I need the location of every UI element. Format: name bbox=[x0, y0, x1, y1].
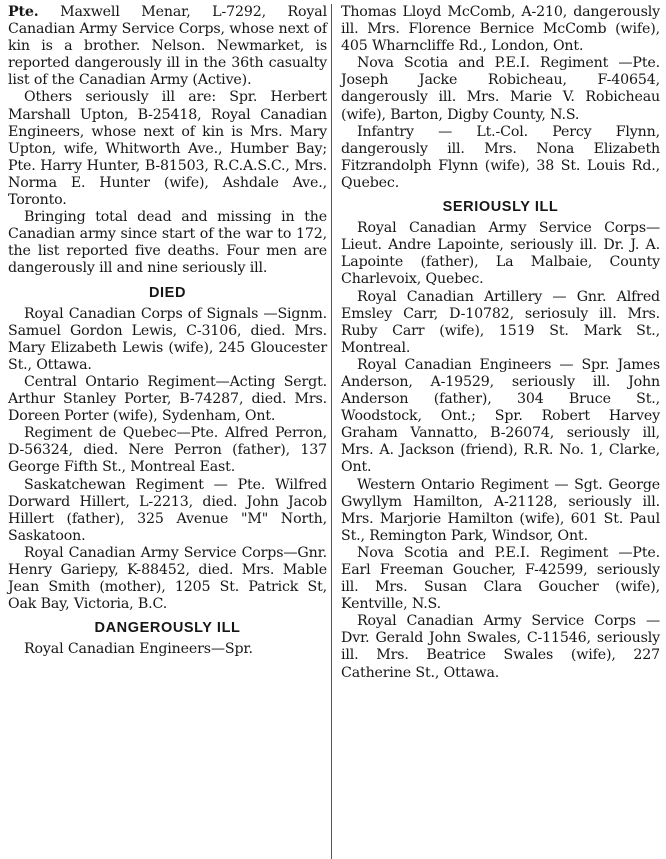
dangerously-ill-entry: Infantry — Lt.-Col. Percy Flynn, dangerously ill. Mrs. Nona Elizabeth Fitzrandolph Flynn (wife), 38 St. Louis Rd., Quebec. bbox=[341, 123, 660, 191]
seriously-ill-entry: Western Ontario Regiment — Sgt. George Gwyllym Hamilton, A-21128, seriously ill. Mrs. Marjorie Hamilton (wife), 601 St. Paul St., Remington Park, Windsor, Ont. bbox=[341, 476, 660, 544]
dangerously-ill-entry: Royal Canadian Engineers—Spr. bbox=[24, 641, 253, 658]
died-entry: Regiment de Quebec—Pte. Alfred Perron, D-56324, died. Nere Perron (father), 137 George Fifth St., Montreal East. bbox=[8, 425, 327, 476]
died-entry: Central Ontario Regiment—Acting Sergt. Arthur Stanley Porter, B-74287, died. Mrs. Doreen Porter (wife), Sydenham, Ont. bbox=[8, 373, 327, 425]
dangerously-ill-heading: DANGEROUSLY ILL bbox=[94, 620, 241, 637]
died-entry: Saskatchewan Regiment — Pte. Wilfred Dorward Hillert, L-2213, died. John Jacob Hillert (father), 325 Avenue "M" North, Saskatoon. bbox=[8, 476, 327, 544]
seriously-ill-entry: Royal Canadian Army Service Corps—Lieut. Andre Lapointe, seriously ill. Dr. J. A. Lapointe (father), La Malbaie, County Charlevoix, Quebec. bbox=[341, 220, 660, 288]
seriously-ill-entry: Nova Scotia and P.E.I. Regiment —Pte. Earl Freeman Goucher, F-42599, seriously ill. Mrs. Susan Clara Goucher (wife), Kentville, N.S. bbox=[341, 544, 660, 613]
intro-paragraph bbox=[8, 4, 327, 89]
died-entry: Royal Canadian Corps of Signals —Signm. Samuel Gordon Lewis, C-3106, died. Mrs. Mary Elizabeth Lewis (wife), 245 Gloucester St., Ottawa. bbox=[8, 305, 327, 373]
died-heading: DIED bbox=[148, 284, 187, 301]
died-entry: Royal Canadian Army Service Corps—Gnr. Henry Gariepy, K-88452, died. Mrs. Mable Jean Smith (mother), 1205 St. Patrick St, Oak Bay, Victoria, B.C. bbox=[8, 544, 327, 613]
left-column bbox=[8, 4, 332, 859]
dangerously-ill-entry-continued: Thomas Lloyd McComb, A-210, dangerously ill. Mrs. Florence Bernice McComb (wife), 405 Wharncliffe Rd., London, Ont. bbox=[341, 4, 660, 55]
dangerously-ill-entry: Nova Scotia and P.E.I. Regiment —Pte. Joseph Jacke Robicheau, F-40654, dangerously ill. Mrs. Marie V. Robicheau (wife), Barton, Digby County, N.S. bbox=[341, 55, 660, 123]
right-column bbox=[341, 4, 660, 859]
seriously-ill-entry: Royal Canadian Engineers — Spr. James Anderson, A-19529, seriously ill. John Anderson (father), 304 Bruce St., Woodstock, Ont.; Spr. Robert Harvey Graham Vannatto, B-26074, seriously ill, Mrs. A. Jackson (friend), R.R. No. 1, Clarke, Ont. bbox=[341, 356, 660, 476]
intro-text: Maxwell Menar, L-7292, Royal Canadian Army Service Corps, whose next of kin is a brother. Nelson. Newmarket, is reported dangerously ill in the 36th casualty list of the Canadian Army (Active). bbox=[8, 4, 327, 89]
seriously-ill-entry: Royal Canadian Artillery — Gnr. Alfred Emsley Carr, D-10782, seriosuly ill. Mrs. Ruby Carr (wife), 1519 St. Mark St., Montreal. bbox=[341, 288, 660, 356]
seriously-ill-entry: Royal Canadian Army Service Corps — Dvr. Gerald John Swales, C-11546, seriously ill. Mrs. Beatrice Swales (wife), 227 Catherine St., Ottawa. bbox=[341, 613, 660, 681]
others-paragraph: Others seriously ill are: Spr. Herbert Marshall Upton, B-25418, Royal Canadian Engineers, whose next of kin is Mrs. Mary Upton, wife, Whitworth Ave., Humber Bay; Pte. Harry Hunter, B-81503, R.C.A.S.C., Mrs. Norma E. Hunter (wife), Ashdale Ave., Toronto. bbox=[8, 89, 327, 209]
totals-paragraph: Bringing total dead and missing in the Canadian army since start of the war to 172, the list reported five deaths. Four men are dangerously ill and nine seriously ill. bbox=[8, 209, 327, 277]
intro-lead: Pte. bbox=[8, 4, 39, 20]
seriously-ill-heading: SERIOUSLY ILL bbox=[442, 199, 559, 216]
